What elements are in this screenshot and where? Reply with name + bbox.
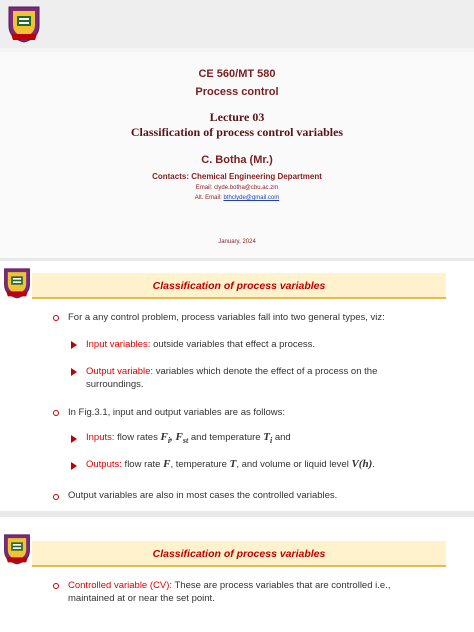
term-label: Outputs: <box>86 459 122 470</box>
term-text: outside variables that effect a process. <box>150 339 316 350</box>
slide-header <box>32 273 446 299</box>
term-text: flow rates <box>114 432 161 443</box>
bullet-text: Output variables are also in most cases the controlled variables. <box>68 490 338 501</box>
term-text: , and volume or liquid level <box>236 459 352 470</box>
alt-email-link[interactable]: bthclyde@gmail.com <box>223 195 280 201</box>
university-crest-icon <box>2 265 32 301</box>
math-sub: i <box>269 436 273 446</box>
term-label: Inputs: <box>86 432 115 443</box>
author-name: C. Botha (Mr.) <box>201 154 273 166</box>
term-text: flow rate <box>121 459 164 470</box>
math-var: F <box>175 431 183 443</box>
contacts-line: Contacts: Chemical Engineering Department <box>152 172 322 181</box>
title-slide <box>0 0 474 258</box>
math-sep: , <box>170 431 176 443</box>
bullet-text: For a any control problem, process variables fall into two general types, viz: <box>68 312 385 323</box>
content-slide-controlled <box>0 517 474 632</box>
title-panel <box>0 52 474 258</box>
math-var: F <box>163 458 171 470</box>
email-line: Email: clyde.botha@cbu.ac.zm <box>195 185 279 191</box>
slide-header-text: Classification of process variables <box>152 548 326 560</box>
term-label: Output variable: <box>86 366 154 377</box>
term-text: . <box>372 459 375 470</box>
math-symbol <box>263 431 273 446</box>
course-name: Process control <box>195 86 279 98</box>
slide-top-band <box>0 0 474 48</box>
math-var: T <box>263 431 270 443</box>
term-text: and <box>272 432 291 443</box>
math-symbol <box>175 431 189 446</box>
sub-bullet-output-variable <box>86 365 436 378</box>
alt-email-line <box>0 195 474 201</box>
term-text: and temperature <box>188 432 264 443</box>
university-crest-icon <box>6 4 42 44</box>
content-slide-variables <box>0 261 474 511</box>
math-var: T <box>229 458 237 470</box>
bullet-text: In Fig.3.1, input and output variables are as follows: <box>68 407 286 418</box>
lecture-date: January, 2024 <box>218 239 256 245</box>
term-label: Controlled variable (CV): <box>68 580 173 591</box>
arrow-bullet-icon <box>71 341 77 349</box>
math-symbol <box>160 431 171 446</box>
slide-header <box>32 541 446 567</box>
circle-bullet-icon <box>53 494 59 500</box>
term-text-continued: maintained at or near the set point. <box>68 593 215 604</box>
sub-bullet-inputs <box>86 431 291 447</box>
alt-email-prefix: Alt. Email: <box>194 195 224 201</box>
term-text: , temperature <box>170 459 230 470</box>
term-text: These are process variables that are controlled i.e., <box>172 580 391 591</box>
term-label: Input variables: <box>86 339 151 350</box>
sub-bullet-input-variables <box>86 338 315 351</box>
math-sub: st <box>182 436 189 446</box>
sub-bullet-outputs <box>86 458 375 471</box>
bullet-controlled-variable <box>68 579 432 592</box>
math-sub: i <box>167 436 171 446</box>
math-var: F <box>160 431 168 443</box>
arrow-bullet-icon <box>71 462 77 470</box>
term-text: variables which denote the effect of a process on the <box>153 366 378 377</box>
term-text-continued: surroundings. <box>86 379 144 390</box>
circle-bullet-icon <box>53 410 59 416</box>
course-code: CE 560/MT 580 <box>198 68 276 80</box>
circle-bullet-icon <box>53 315 59 321</box>
university-crest-icon <box>2 531 32 567</box>
circle-bullet-icon <box>53 583 59 589</box>
slide-header-text: Classification of process variables <box>152 280 326 292</box>
lecture-number: Lecture 03 <box>209 110 265 124</box>
arrow-bullet-icon <box>71 368 77 376</box>
math-var: (h) <box>358 458 373 470</box>
math-var: V <box>351 458 359 470</box>
arrow-bullet-icon <box>71 435 77 443</box>
lecture-title: Classification of process control variables <box>130 125 344 139</box>
